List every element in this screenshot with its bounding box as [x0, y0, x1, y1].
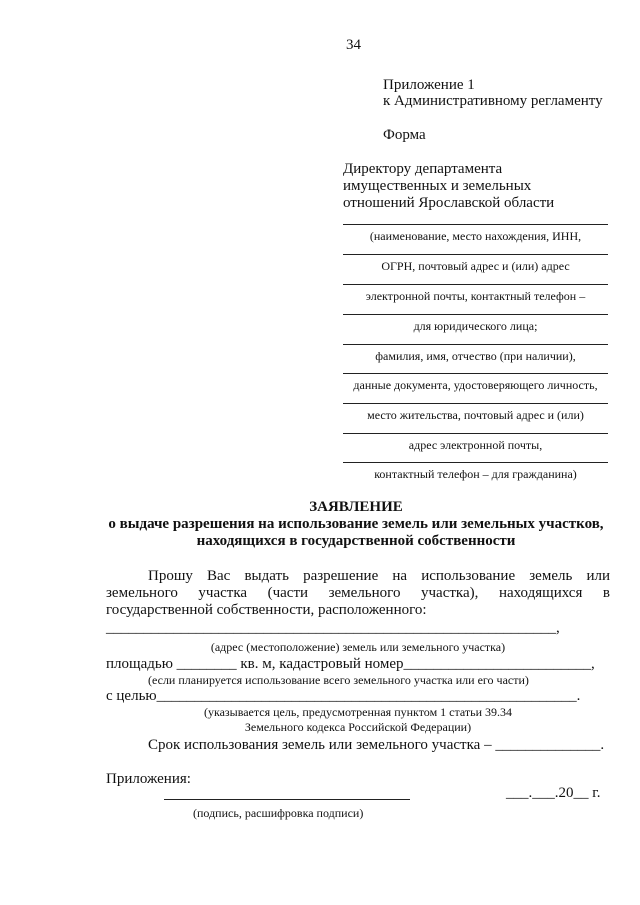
applicant-hint: для юридического лица; — [413, 319, 538, 333]
document-subtitle-line-2: находящихся в государственной собственности — [196, 533, 516, 549]
term-line: Срок использования земель или земельного участка – ______________. — [148, 737, 605, 753]
area-line: площадью ________ кв. м, кадастровый номер_________________________, — [106, 656, 595, 672]
form-label: Форма — [383, 127, 426, 143]
request-line-1: Прошу Вас выдать разрешение на использование земель или — [148, 568, 610, 584]
purpose-line: с целью________________________________________________________. — [106, 688, 581, 704]
applicant-hint: (наименование, место нахождения, ИНН, — [369, 229, 582, 243]
document-subtitle-line-1: о выдаче разрешения на использование земель или земельных участков, — [108, 516, 604, 532]
applicant-blank-line — [343, 403, 608, 404]
request-line-2: земельного участка (части земельного участка), находящихся в — [106, 585, 610, 601]
applicant-hint: фамилия, имя, отчество (при наличии), — [375, 349, 576, 363]
applicant-blank-line — [343, 314, 608, 315]
purpose-hint-1: (указывается цель, предусмотренная пунктом 1 статьи 39.34 — [203, 705, 513, 719]
applicant-hint: ОГРН, почтовый адрес и (или) адрес — [381, 259, 570, 273]
applicant-blank-line — [343, 284, 608, 285]
date-field: ___.___.20__ г. — [506, 785, 601, 801]
addressee-line-1: Директору департамента — [343, 161, 503, 177]
applicant-blank-line — [343, 254, 608, 255]
applicant-blank-line — [343, 344, 608, 345]
applicant-hint: адрес электронной почты, — [408, 438, 543, 452]
area-hint: (если планируется использование всего земельного участка или его части) — [148, 673, 529, 687]
signature-hint: (подпись, расшифровка подписи) — [193, 806, 364, 820]
applicant-blank-line — [343, 462, 608, 463]
page-number: 34 — [346, 37, 361, 53]
signature-line — [164, 799, 410, 800]
applicant-hint: место жительства, почтовый адрес и (или) — [367, 408, 584, 422]
applicant-blank-line — [343, 373, 608, 374]
address-blank-line: ____________________________________________________________, — [106, 620, 560, 636]
purpose-hint-2: Земельного кодекса Российской Федерации) — [244, 720, 472, 734]
addressee-line-3: отношений Ярославской области — [343, 195, 555, 211]
request-line-3: государственной собственности, расположенного: — [106, 602, 427, 618]
applicant-hint: электронной почты, контактный телефон – — [365, 289, 586, 303]
applicant-hint: данные документа, удостоверяющего личность, — [353, 378, 598, 392]
address-hint: (адрес (местоположение) земель или земельного участка) — [210, 640, 506, 654]
appendix-line-1: Приложение 1 — [383, 77, 475, 93]
document-title: ЗАЯВЛЕНИЕ — [309, 499, 403, 515]
applicant-hint: контактный телефон – для гражданина) — [374, 467, 577, 481]
attachments-label: Приложения: — [106, 771, 191, 787]
appendix-line-2: к Административному регламенту — [383, 93, 603, 109]
addressee-line-2: имущественных и земельных — [343, 178, 532, 194]
applicant-blank-line — [343, 224, 608, 225]
applicant-blank-line — [343, 433, 608, 434]
